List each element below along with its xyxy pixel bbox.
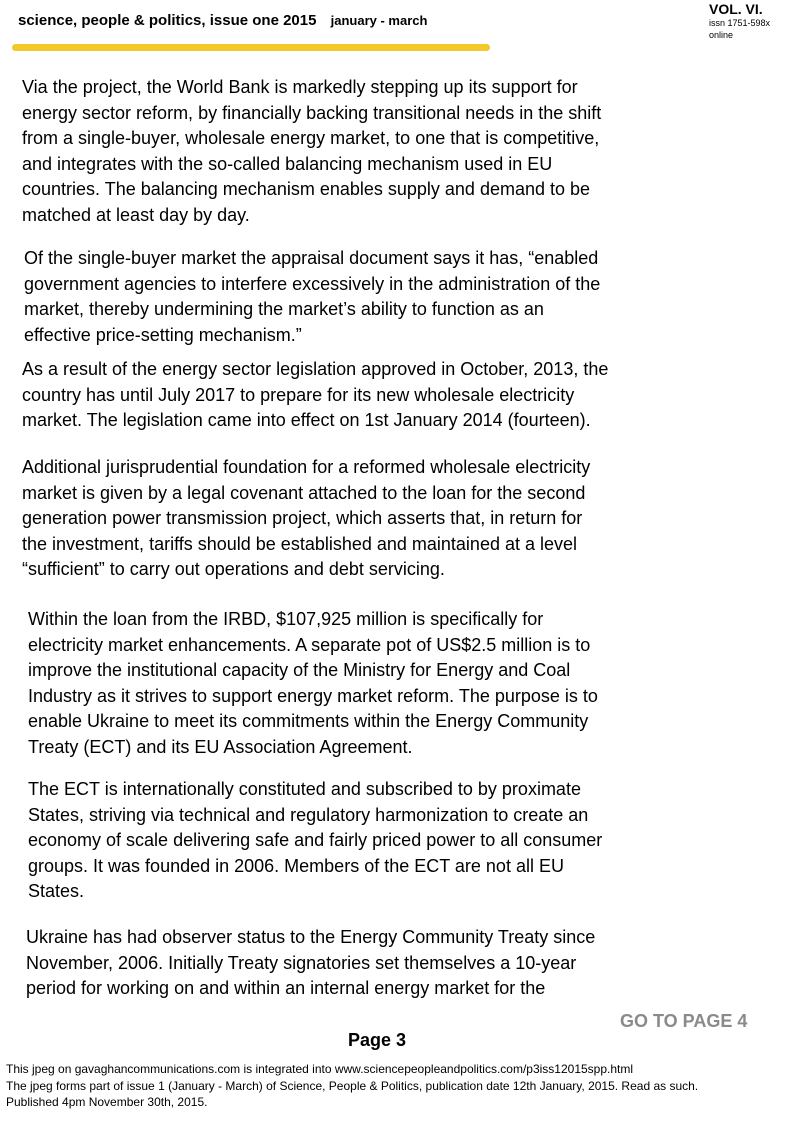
paragraph-legislation	[22, 357, 608, 434]
paragraph-line: effective price-setting mechanism.”	[24, 324, 302, 345]
paragraph-line: market, thereby undermining the market’s ability to function as an	[24, 299, 544, 320]
paragraph-line: Treaty (ECT) and its EU Association Agreement.	[28, 736, 413, 757]
paragraph-line: As a result of the energy sector legislation approved in October, 2013, the	[22, 359, 609, 379]
volume-info	[709, 2, 797, 41]
paragraph-line: November, 2006. Initially Treaty signatories set themselves a 10-year	[26, 952, 577, 973]
footer-line: The jpeg forms part of issue 1 (January - March) of Science, People & Politics, publication date 12th January, 2015. Read as such.	[6, 1078, 699, 1093]
paragraph-line: energy sector reform, by financially backing transitional needs in the shift	[22, 102, 602, 123]
paragraph-line: Within the loan from the IRBD, $107,925 million is specifically for	[28, 609, 544, 629]
paragraph-line: and integrates with the so-called balancing mechanism used in EU	[22, 153, 553, 174]
paragraph-legal-covenant	[22, 455, 590, 583]
paragraph-line: country has until July 2017 to prepare for its new wholesale electricity	[22, 384, 575, 405]
paragraph-line: improve the institutional capacity of the Ministry for Energy and Coal	[28, 660, 571, 681]
publication-title: science, people & politics, issue one 2015	[18, 12, 317, 29]
paragraph-line: enable Ukraine to meet its commitments within the Energy Community	[28, 711, 589, 732]
paragraph-line: market is given by a legal covenant attached to the loan for the second	[22, 482, 586, 503]
paragraph-line: countries. The balancing mechanism enables supply and demand to be	[22, 179, 591, 200]
issn-label: issn 1751-598x	[709, 18, 771, 28]
paragraph-line: government agencies to interfere excessively in the administration of the	[24, 273, 601, 294]
paragraph-line: “sufficient” to carry out operations and debt servicing.	[22, 559, 445, 580]
paragraph-line: economy of scale delivering safe and fairly priced power to all consumer	[28, 830, 603, 851]
paragraph-line: The ECT is internationally constituted and subscribed to by proximate	[28, 779, 581, 799]
paragraph-line: States, striving via technical and regulatory harmonization to create an	[28, 804, 589, 825]
publication-header	[18, 12, 427, 29]
paragraph-line: Via the project, the World Bank is markedly stepping up its support for	[22, 77, 578, 97]
volume-label: VOL. VI.	[709, 1, 763, 17]
paragraph-line: from a single-buyer, wholesale energy market, to one that is competitive,	[22, 128, 600, 149]
header-accent-bar	[12, 44, 490, 51]
footer-notes	[6, 1061, 698, 1111]
paragraph-line: period for working on and within an internal energy market for the	[26, 978, 546, 999]
footer-line: Published 4pm November 30th, 2015.	[6, 1095, 208, 1109]
format-label: online	[709, 30, 734, 40]
paragraph-line: generation power transmission project, which asserts that, in return for	[22, 508, 583, 529]
footer-line: This jpeg on gavaghancommunications.com is integrated into www.sciencepeopleandpolitics.com/p3iss12015spp.html	[6, 1062, 634, 1076]
paragraph-line: electricity market enhancements. A separate pot of US$2.5 million is to	[28, 634, 591, 655]
paragraph-irbd-loan	[28, 607, 598, 761]
paragraph-line: the investment, tariffs should be established and maintained at a level	[22, 533, 578, 554]
issue-dates: january - march	[330, 13, 428, 28]
paragraph-world-bank-support	[22, 75, 601, 229]
paragraph-line: Ukraine has had observer status to the Energy Community Treaty since	[26, 927, 596, 947]
go-to-page-4-link[interactable]: GO TO PAGE 4	[620, 1011, 748, 1031]
paragraph-line: matched at least day by day.	[22, 204, 250, 225]
page-number: Page 3	[348, 1030, 407, 1050]
paragraph-line: Additional jurisprudential foundation for a reformed wholesale electricity	[22, 457, 591, 477]
paragraph-line: market. The legislation came into effect on 1st January 2014 (fourteen).	[22, 410, 591, 431]
paragraph-line: Industry as it strives to support energy market reform. The purpose is to	[28, 685, 598, 706]
paragraph-line: Of the single-buyer market the appraisal document says it has, “enabled	[24, 248, 599, 268]
paragraph-line: groups. It was founded in 2006. Members of the ECT are not all EU	[28, 855, 564, 876]
paragraph-line: States.	[28, 881, 85, 902]
paragraph-ect-description	[28, 777, 602, 905]
paragraph-single-buyer-quote	[24, 246, 600, 348]
paragraph-ukraine-observer	[26, 925, 595, 1002]
